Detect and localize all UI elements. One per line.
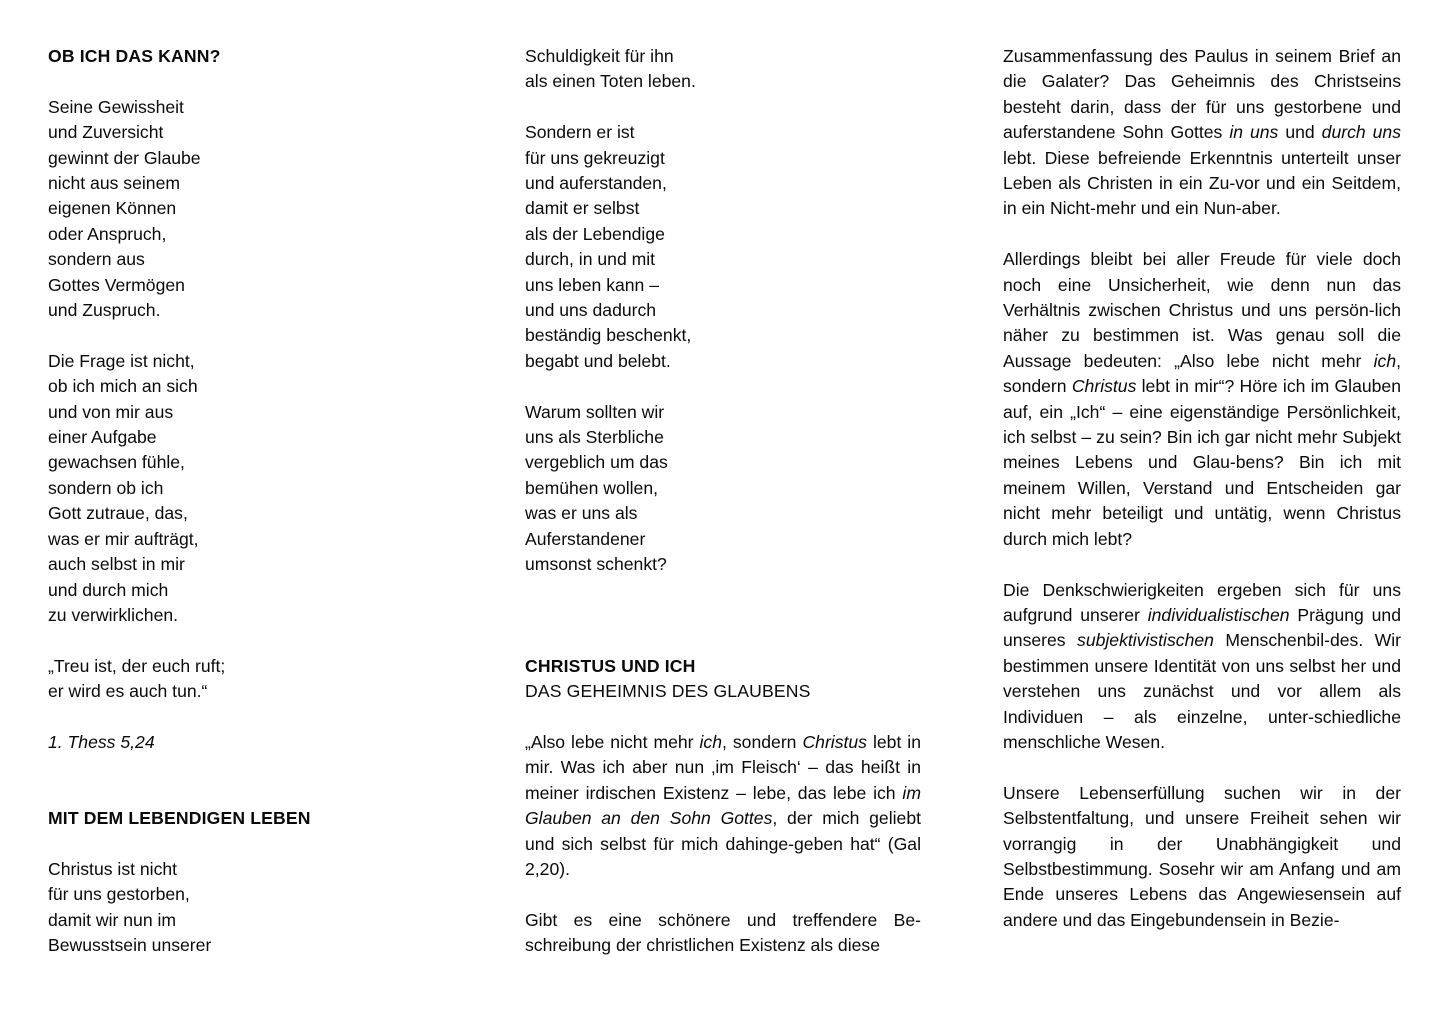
verse-line: Sondern er ist (525, 122, 635, 143)
verse-line: durch, in und mit (525, 249, 656, 270)
verse-line: bemühen wollen, (525, 477, 659, 498)
verse-line: sondern ob ich (48, 477, 164, 498)
verse-line: und durch mich (48, 579, 169, 600)
text-column-3 (1003, 44, 1401, 933)
verse-line: und Zuspruch. (48, 300, 161, 321)
scripture-citation: 1. Thess 5,24 (48, 731, 155, 752)
emphasis-text: Christus (1071, 376, 1137, 397)
verse-line: und uns dadurch (525, 300, 657, 321)
verse-line: Die Frage ist nicht, (48, 350, 195, 371)
verse-line: eigenen Können (48, 198, 177, 219)
verse-line: auch selbst in mir (48, 554, 185, 575)
body-text: , sondern (722, 731, 803, 752)
body-text: und (1278, 122, 1322, 143)
paragraph-unsere-lebenserfuellung (1003, 781, 1401, 933)
paragraph-gibt-es-eine-schoenere (525, 908, 921, 959)
emphasis-text: individualistischen (1147, 604, 1290, 625)
verse-line: für uns gestorben, (48, 884, 190, 905)
verse-line: was er uns als (525, 503, 638, 524)
section-heading-mit-dem-lebendigen-leben: MIT DEM LEBENDIGEN LEBEN (48, 808, 311, 829)
verse-line: begabt und belebt. (525, 350, 671, 371)
verse-line: als einen Toten leben. (525, 71, 696, 92)
verse-line: sondern aus (48, 249, 145, 270)
text-column-2 (525, 44, 921, 959)
verse-line: damit er selbst (525, 198, 640, 219)
verse-block-seine-gewissheit (48, 95, 348, 324)
verse-line: er wird es auch tun.“ (48, 681, 208, 702)
verse-line: für uns gekreuzigt (525, 147, 665, 168)
verse-line: umsonst schenkt? (525, 554, 667, 575)
verse-line: gewachsen fühle, (48, 452, 185, 473)
emphasis-text: im Glauben an den Sohn Gottes (525, 782, 921, 829)
verse-line: ob ich mich an sich (48, 376, 198, 397)
verse-line: oder Anspruch, (48, 223, 167, 244)
verse-line: damit wir nun im (48, 909, 177, 930)
verse-block-sondern-er-ist (525, 120, 921, 374)
verse-line: als der Lebendige (525, 223, 665, 244)
verse-line: Gott zutraue, das, (48, 503, 188, 524)
body-text: Allerdings bleibt bei aller Freude für viele doch noch eine Unsicherheit, wie denn nun das Verhältnis zwischen Christus und uns persön-lich näher zu bestimmen ist. Was genau soll die Aussage bedeuten: „Also lebe nicht mehr (1003, 249, 1401, 371)
body-text: Unsere Lebenserfüllung suchen wir in der Selbstentfaltung, und unsere Freiheit sehen wir vorrangig in der Unabhängigkeit und Selbstbestimmung. Sosehr wir am Anfang und am Ende unseres Lebens das Angewiesensein auf andere und das Eingebundensein in Bezie- (1003, 782, 1401, 930)
emphasis-text: Christus (802, 731, 867, 752)
verse-line: gewinnt der Glaube (48, 147, 201, 168)
body-text: , sondern (1003, 350, 1401, 397)
verse-line: uns als Sterbliche (525, 427, 664, 448)
verse-line: was er mir aufträgt, (48, 528, 199, 549)
body-text: lebt in mir“? Höre ich im Glauben auf, ein „Ich“ – eine eigenständige Persönlichkeit, ich selbst – zu sein? Bin ich gar nicht mehr Subjekt meines Lebens und Glau-bens? Bin ich mit meinem Willen, Verstand und Entscheiden gar nicht mehr beteiligt und untätig, wenn Christus durch mich lebt? (1003, 376, 1401, 549)
emphasis-text: in uns (1229, 122, 1279, 143)
verse-line: Schuldigkeit für ihn (525, 46, 674, 66)
emphasis-text: subjektivistischen (1077, 630, 1214, 651)
verse-line: „Treu ist, der euch ruft; (48, 655, 226, 676)
emphasis-text: ich (699, 731, 723, 752)
quote-block-treu-ist (48, 654, 348, 705)
text-column-1 (48, 44, 348, 959)
body-text: Zusammenfassung des Paulus in seinem Brief an die Galater? Das Geheimnis des Christseins besteht darin, dass der für uns gestorbene und auferstandene Sohn Gottes (1003, 46, 1401, 143)
body-text: Die Denkschwierigkeiten ergeben sich für uns aufgrund unserer (1003, 579, 1401, 625)
section-heading-group-ob-ich-das-kann (48, 44, 348, 69)
verse-line: Seine Gewissheit (48, 96, 184, 117)
verse-line: beständig beschenkt, (525, 325, 692, 346)
section-heading-ob-ich-das-kann: OB ICH DAS KANN? (48, 46, 221, 66)
section-heading-christus-und-ich: CHRISTUS UND ICH (525, 655, 696, 676)
emphasis-text: ich (1373, 350, 1397, 371)
body-text: , der mich geliebt und sich selbst für mich dahinge-geben hat“ (Gal 2,20). (525, 808, 921, 879)
paragraph-zusammenfassung-des-paulus (1003, 44, 1401, 222)
verse-line: Bewusstsein unserer (48, 935, 212, 956)
section-heading-group-mit-dem-lebendigen-leben (48, 806, 348, 831)
verse-line: und von mir aus (48, 401, 174, 422)
section-heading-group-christus-und-ich (525, 654, 921, 705)
verse-block-die-frage-ist-nicht (48, 349, 348, 628)
verse-block-christus-ist-nicht (48, 857, 348, 959)
paragraph-gal-2-20-quote (525, 730, 921, 882)
body-text: lebt. Diese befreiende Erkenntnis unterteilt unser Leben als Christen in ein Zu-vor und ein Seitdem, in ein Nicht-mehr und ein Nun-aber. (1003, 147, 1401, 219)
verse-line: uns leben kann – (525, 274, 660, 295)
verse-line: zu verwirklichen. (48, 604, 179, 625)
verse-line: einer Aufgabe (48, 427, 157, 448)
spacer (48, 781, 348, 806)
body-text: Menschenbil-des. Wir bestimmen unsere Identität von uns selbst her und verstehen uns zunächst und vor allem als Individuen – als einzelne, unter-schiedliche menschliche Wesen. (1003, 630, 1402, 752)
body-text: Prägung und unseres (1003, 604, 1401, 651)
verse-line: Christus ist nicht (48, 858, 178, 879)
body-text: Gibt es eine schönere und treffendere Be-schreibung der christlichen Existenz als diese (525, 909, 921, 956)
verse-line: und auferstanden, (525, 173, 667, 194)
paragraph-die-denkschwierigkeiten (1003, 578, 1401, 756)
body-text: „Also lebe nicht mehr (525, 731, 700, 752)
paragraph-allerdings-bleibt (1003, 247, 1401, 552)
verse-line: Warum sollten wir (525, 401, 665, 422)
verse-line: und Zuversicht (48, 122, 164, 143)
verse-line: vergeblich um das (525, 452, 668, 473)
verse-block-warum-sollten-wir (525, 400, 921, 578)
emphasis-text: durch uns (1321, 122, 1402, 143)
verse-line: Auferstandener (525, 528, 646, 549)
section-subheading-das-geheimnis-des-glaubens: DAS GEHEIMNIS DES GLAUBENS (525, 681, 811, 702)
spacer (525, 603, 921, 654)
verse-line: nicht aus seinem (48, 173, 181, 194)
verse-line: Gottes Vermögen (48, 274, 185, 295)
body-text: lebt in mir. Was ich aber nun ‚im Fleisch‘ – das heißt in meiner irdischen Existenz – lebe, das lebe ich (525, 731, 922, 803)
verse-block-schuldigkeit-fuer-ihn (525, 44, 921, 95)
